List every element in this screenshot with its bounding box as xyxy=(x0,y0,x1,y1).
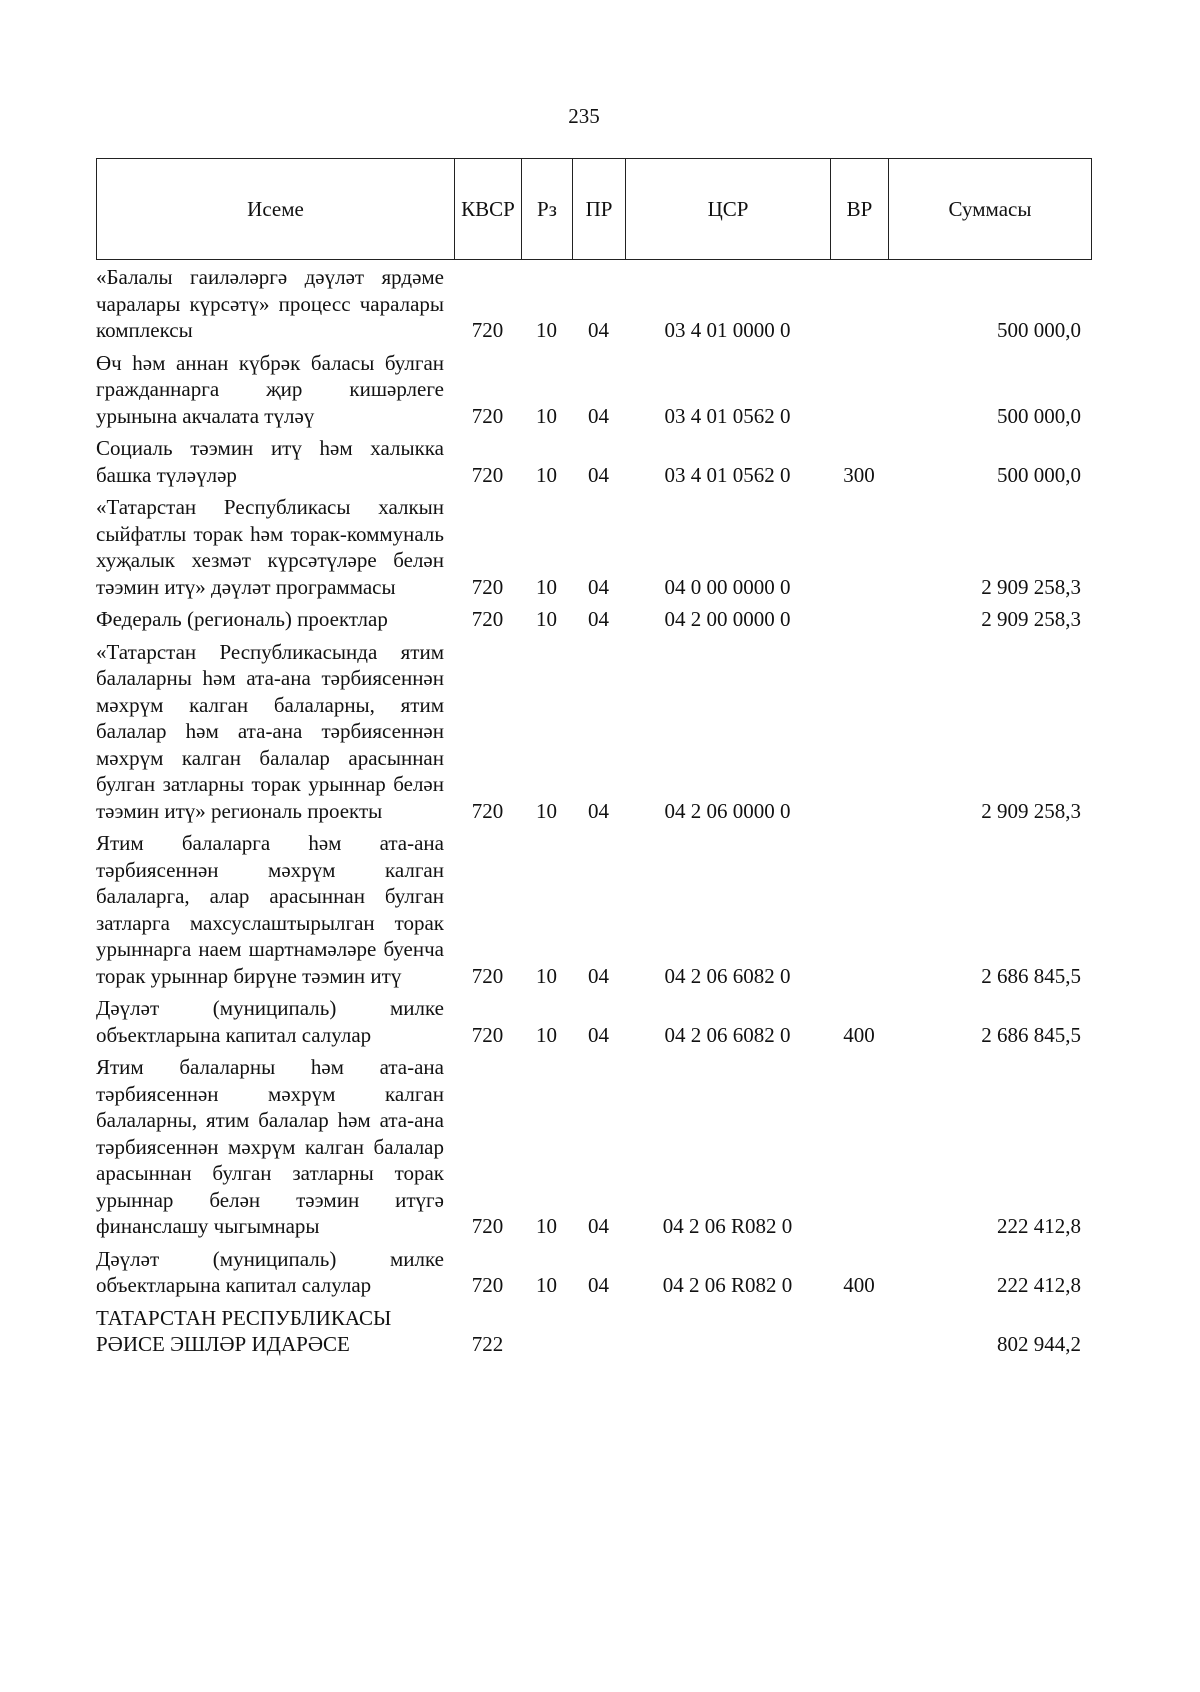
row-name: Ятим балаларга һәм ата-ана тәрбиясеннән мәхрүм калган балаларга, алар арасыннан булган затларга махсуслаштырылган торак урыннарга наем шартнамәләре буенча торак урыннар бирүне тәэмин итү xyxy=(96,831,444,988)
row-vr xyxy=(830,264,888,350)
row-csr: 03 4 01 0562 0 xyxy=(664,403,791,428)
header-kvsr: КВСР xyxy=(455,159,522,260)
row-rz: 10 xyxy=(536,1022,557,1047)
row-vr: 400 xyxy=(843,1022,875,1047)
row-sum: 500 000,0 xyxy=(997,318,1081,342)
row-name: Дәүләт (муниципаль) милке объектларына капитал салулар xyxy=(96,996,444,1047)
row-pr: 04 xyxy=(588,607,609,631)
row-kvsr: 722 xyxy=(471,1332,504,1356)
row-rz: 10 xyxy=(536,403,557,428)
row-name: Социаль тәэмин итү һәм халыкка башка түләүләр xyxy=(96,436,444,487)
table-row xyxy=(96,606,1091,639)
table-body xyxy=(96,264,1091,1364)
row-csr: 04 2 06 R082 0 xyxy=(662,1214,793,1238)
header-pr: ПР xyxy=(573,159,626,260)
row-name: «Татарстан Республикасында ятим балаларны һәм ата-ана тәрбиясеннән мәхрүм калган балаларны, ятим балалар һәм ата-ана тәрбиясеннән мәхрүм калган балалар арасыннан булган затларны торак урыннар белән тәэмин итү» региональ проекты xyxy=(96,639,444,823)
header-rz: Рз xyxy=(522,159,573,260)
row-pr xyxy=(572,1305,625,1364)
row-csr: 04 2 06 0000 0 xyxy=(664,798,791,823)
row-rz: 10 xyxy=(536,1214,557,1238)
table-row xyxy=(96,1305,1091,1364)
table-row xyxy=(96,830,1091,995)
row-kvsr: 720 xyxy=(471,403,504,428)
row-sum: 222 412,8 xyxy=(997,1214,1081,1238)
header-vr: ВР xyxy=(831,159,889,260)
row-pr: 04 xyxy=(588,1022,609,1047)
row-vr xyxy=(830,350,888,436)
page-number: 235 xyxy=(568,104,600,128)
header-sum: Суммасы xyxy=(889,159,1092,260)
row-kvsr: 720 xyxy=(471,798,504,823)
table-row xyxy=(96,494,1091,606)
row-vr: 400 xyxy=(843,1273,875,1297)
row-csr: 04 0 00 0000 0 xyxy=(664,574,791,599)
table-row xyxy=(96,435,1091,494)
table-row xyxy=(96,1054,1091,1246)
row-vr xyxy=(830,830,888,995)
row-name: «Татарстан Республикасы халкын сыйфатлы торак һәм торак-коммуналь хуҗалык хезмәт күрсәтүләре белән тәэмин итү» дәүләт программасы xyxy=(96,495,444,599)
row-pr: 04 xyxy=(588,963,609,988)
row-csr xyxy=(625,1305,830,1364)
header-name: Исеме xyxy=(97,159,455,260)
row-csr: 04 2 06 R082 0 xyxy=(662,1273,793,1297)
row-sum: 2 909 258,3 xyxy=(981,607,1081,631)
header-csr: ЦСР xyxy=(626,159,831,260)
row-rz: 10 xyxy=(536,1273,557,1297)
row-kvsr: 720 xyxy=(471,1273,504,1297)
row-sum: 2 909 258,3 xyxy=(981,798,1081,823)
row-rz xyxy=(521,1305,572,1364)
row-pr: 04 xyxy=(588,798,609,823)
row-sum: 2 686 845,5 xyxy=(981,963,1081,988)
row-rz: 10 xyxy=(536,798,557,823)
row-vr xyxy=(830,1305,888,1364)
row-name: Федераль (региональ) проектлар xyxy=(96,607,388,631)
row-kvsr: 720 xyxy=(471,574,504,599)
row-csr: 04 2 06 6082 0 xyxy=(664,963,791,988)
row-name: «Балалы гаиләләргә дәүләт ярдәме чаралары күрсәтү» процесс чаралары комплексы xyxy=(96,265,444,342)
row-vr xyxy=(830,639,888,831)
row-csr: 04 2 00 0000 0 xyxy=(664,607,791,631)
row-rz: 10 xyxy=(536,462,557,487)
row-rz: 10 xyxy=(536,607,557,631)
row-vr xyxy=(830,494,888,606)
row-pr: 04 xyxy=(588,574,609,599)
row-rz: 10 xyxy=(536,318,557,342)
row-rz: 10 xyxy=(536,963,557,988)
row-name: Өч һәм аннан күбрәк баласы булган гражданнарга җир кишәрлеге урынына акчалата түләү xyxy=(96,350,444,428)
table-header xyxy=(96,158,1092,260)
table-row xyxy=(96,1246,1091,1305)
row-name: Ятим балаларны һәм ата-ана тәрбиясеннән мәхрүм калган балаларны, ятим балалар һәм ата-ана тәрбиясеннән мәхрүм калган балалар арасыннан булган затларны торак урыннар белән тәэмин итүгә финанслашу чыгымнары xyxy=(96,1055,444,1238)
budget-table xyxy=(96,264,1091,1364)
row-rz: 10 xyxy=(536,574,557,599)
row-vr xyxy=(830,1054,888,1246)
row-name: Дәүләт (муниципаль) милке объектларына капитал салулар xyxy=(96,1246,444,1297)
row-pr: 04 xyxy=(588,1214,609,1238)
row-name: ТАТАРСТАН РЕСПУБЛИКАСЫ РӘИСЕ ЭШЛӘР ИДАРӘСЕ xyxy=(96,1305,392,1356)
row-vr: 300 xyxy=(843,462,875,487)
row-kvsr: 720 xyxy=(471,963,504,988)
row-kvsr: 720 xyxy=(471,318,504,342)
row-csr: 03 4 01 0562 0 xyxy=(664,462,791,487)
row-kvsr: 720 xyxy=(471,1214,504,1238)
row-vr xyxy=(830,606,888,639)
row-sum: 2 686 845,5 xyxy=(981,1022,1081,1047)
row-kvsr: 720 xyxy=(471,1022,504,1047)
table-row xyxy=(96,639,1091,831)
table-row xyxy=(96,264,1091,350)
row-pr: 04 xyxy=(588,462,609,487)
row-sum: 2 909 258,3 xyxy=(981,574,1081,599)
row-sum: 222 412,8 xyxy=(997,1273,1081,1297)
row-csr: 04 2 06 6082 0 xyxy=(664,1022,791,1047)
row-sum: 802 944,2 xyxy=(997,1332,1081,1356)
row-pr: 04 xyxy=(588,1273,609,1297)
row-csr: 03 4 01 0000 0 xyxy=(664,318,791,342)
table-row xyxy=(96,995,1091,1054)
row-pr: 04 xyxy=(588,403,609,428)
table-row xyxy=(96,350,1091,436)
row-pr: 04 xyxy=(588,318,609,342)
row-kvsr: 720 xyxy=(471,607,504,631)
row-sum: 500 000,0 xyxy=(997,462,1081,487)
row-kvsr: 720 xyxy=(471,462,504,487)
row-sum: 500 000,0 xyxy=(997,403,1081,428)
